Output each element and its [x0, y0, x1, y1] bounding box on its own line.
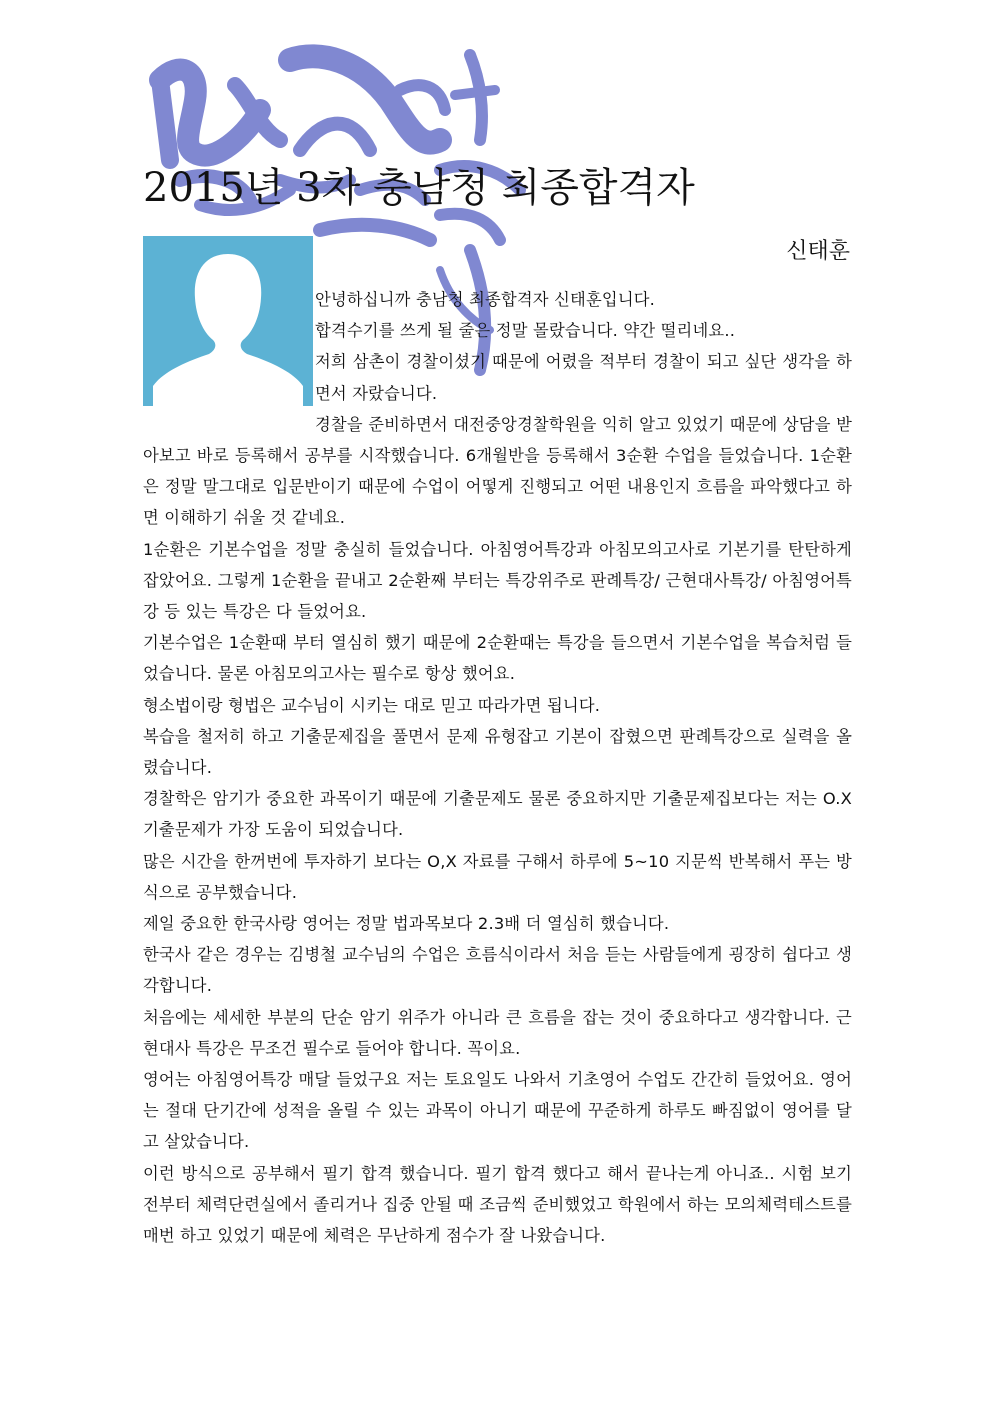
paragraph: 한국사 같은 경우는 김병철 교수님의 수업은 흐름식이라서 처음 듣는 사람들에게 굉장히 쉽다고 생각합니다.	[143, 945, 852, 996]
paragraph: 처음에는 세세한 부분의 단순 암기 위주가 아니라 큰 흐름을 잡는 것이 중요하다고 생각합니다. 근현대사 특강은 무조건 필수로 들어야 합니다. 꼭이요.	[143, 1007, 852, 1058]
paragraph: 이런 방식으로 공부해서 필기 합격 했습니다. 필기 합격 했다고 해서 끝나는게 아니죠.. 시험 보기 전부터 체력단련실에서 졸리거나 집중 안될 때 조금씩 준비했었고 학원에서 하는 모의체력테스트를 매번 하고 있었기 때문에 체력은 무난하게 점수가 잘 나왔습니다.	[143, 1163, 852, 1246]
paragraph: 영어는 아침영어특강 매달 들었구요 저는 토요일도 나와서 기초영어 수업도 간간히 들었어요. 영어는 절대 단기간에 성적을 올릴 수 있는 과목이 아니기 때문에 꾸준하게 하루도 빠짐없이 영어를 달고 살았습니다.	[143, 1070, 852, 1152]
paragraph-text: 경찰을 준비하면서 대전중앙경찰학원을 익히 알고 있었기 때문에 상담을 받아보고 바로 등록해서 공부를 시작했습니다. 6개월반을 등록해서 3순환 수업을 들었습니다. 1순환은 정말 말그대로 입문반이기 때문에 수업이 어떻게 진행되고 어떤 내용인지 흐름을 파악했다고 하면 이해하기 쉬울 것 같네요.	[143, 414, 852, 528]
paragraph: 안녕하십니까 충남청 최종합격자 신태훈입니다.	[315, 290, 656, 309]
article-body	[143, 284, 852, 1251]
paragraph	[143, 409, 852, 534]
paragraph: 1순환은 기본수업을 정말 충실히 들었습니다. 아침영어특강과 아침모의고사로 기본기를 탄탄하게 잡았어요. 그렇게 1순환을 끝내고 2순환째 부터는 특강위주로 판례특강/ 근현대사특강/ 아침영어특강 등 있는 특강은 다 들었어요.	[143, 539, 852, 622]
paragraph: 복습을 철저히 하고 기출문제집을 풀면서 문제 유형잡고 기본이 잡혔으면 판례특강으로 실력을 올렸습니다.	[143, 726, 852, 778]
paragraph: 합격수기를 쓰게 될 줄은 정말 몰랐습니다. 약간 떨리네요..	[315, 321, 736, 341]
paragraph: 저희 삼촌이 경찰이셨기 때문에 어렸을 적부터 경찰이 되고 싶단 생각을 하면서 자랐습니다.	[315, 352, 852, 403]
page-title: 2015년 3차 충남청 최종합격자	[143, 165, 695, 211]
paragraph: 기본수업은 1순환때 부터 열심히 했기 때문에 2순환때는 특강을 들으면서 기본수업을 복습처럼 들었습니다. 물론 아침모의고사는 필수로 항상 했어요.	[143, 633, 852, 684]
author-name: 신태훈	[786, 239, 850, 264]
paragraph: 형소법이랑 형법은 교수님이 시키는 대로 믿고 따라가면 됩니다.	[143, 695, 601, 715]
paragraph: 제일 중요한 한국사랑 영어는 정말 법과목보다 2.3배 더 열심히 했습니다.	[143, 914, 670, 934]
paragraph: 경찰학은 암기가 중요한 과목이기 때문에 기출문제도 물론 중요하지만 기출문제집보다는 저는 O.X 기출문제가 가장 도움이 되었습니다.	[143, 789, 852, 840]
paragraph: 많은 시간을 한꺼번에 투자하기 보다는 O,X 자료를 구해서 하루에 5~10 지문씩 반복해서 푸는 방식으로 공부했습니다.	[143, 851, 852, 902]
